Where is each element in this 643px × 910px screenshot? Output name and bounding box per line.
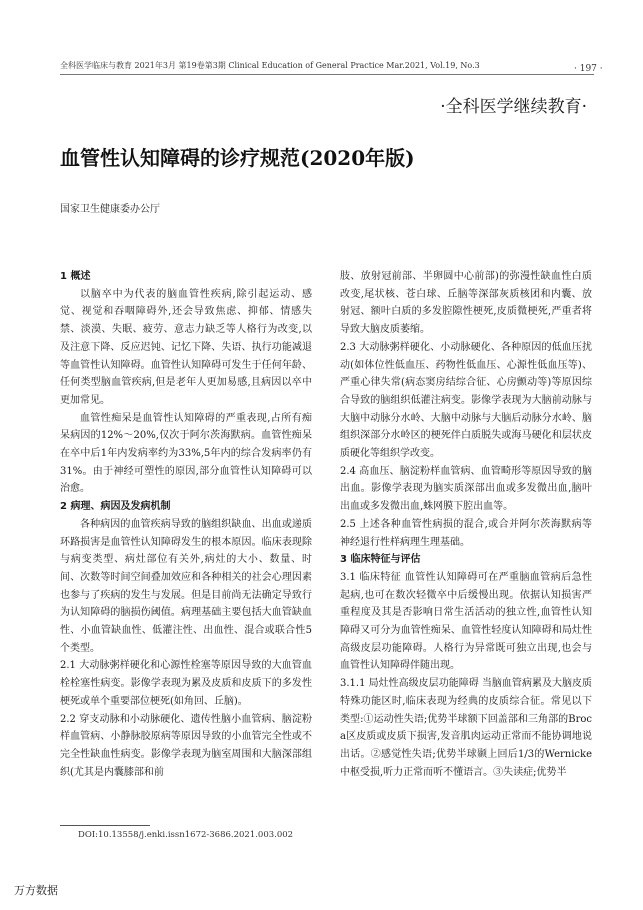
running-head: 全科医学临床与教育 2021年3月 第19卷第3期 Clinical Education of General Practice Mar.2021, Vol.19, No.3	[60, 61, 480, 70]
paragraph: 肢、放射冠前部、半卵圆中心前部)的弥漫性缺血性白质改变,尾状核、苍白球、丘脑等深部灰质核团和内囊、放射冠、额叶白质的多发腔隙性梗死,皮质微梗死,严重者将导致大脑皮质萎缩。	[340, 271, 592, 336]
header-rule	[60, 74, 594, 75]
paragraph: 以脑卒中为代表的脑血管性疾病,除引起运动、感觉、视觉和吞咽障碍外,还会导致焦虑、抑郁、情感失禁、淡漠、失眠、疲劳、意志力缺乏等人格行为改变,以及注意下降、反应迟钝、记忆下降、失语、执行功能减退等血管性认知障碍。血管性认知障碍可发生于任何年龄、任何类型脑血管疾病,但是老年人更加易感,且病因以卒中更加常见。	[60, 288, 312, 406]
numbered-paragraph: 2.5 上述各种血管性病损的混合,或合并阿尔茨海默病等神经退行性样病理生理基础。	[340, 518, 592, 548]
section-heading-3: 3 临床特征与评估	[340, 554, 421, 566]
section-heading-2: 2 病理、病因及发病机制	[60, 501, 171, 513]
article-title: 血管性认知障碍的诊疗规范(2020年版)	[60, 146, 415, 170]
numbered-paragraph: 2.3 大动脉粥样硬化、小动脉硬化、各种原因的低血压扰动(如体位性低血压、药物性低血压、心源性低血压等)、严重心律失常(病态窦房结综合征、心房颤动等)等原因综合导致的脑组织低灌注病变。影像学表现为大脑前动脉与大脑中动脉分水岭、大脑中动脉与大脑后动脉分水岭、脑组织深部分水岭区的梗死伴白质脱失或海马硬化和层状皮质硬化等组织学改变。	[340, 341, 592, 460]
numbered-paragraph: 2.1 大动脉粥样硬化和心源性栓塞等原因导致的大血管血栓栓塞性病变。影像学表现为累及皮质和皮质下的多发性梗死或单个重要部位梗死(如角回、丘脑)。	[60, 660, 312, 707]
article-author: 国家卫生健康委办公厅	[60, 204, 160, 215]
numbered-paragraph: 3.1.1 局灶性高级皮层功能障碍 当脑血管病累及大脑皮质特殊功能区时,临床表现为经典的皮质综合征。常见以下类型:①运动性失语;优势半球额下回盖部和三角部的Broca区皮质或皮质下损害,发音肌肉运动正常而不能协调地说出话。②感觉性失语;优势半球颞上回后1/3的Wernicke中枢受损,听力正常而听不懂语言。③失读症;优势半	[340, 678, 592, 778]
paragraph: 各种病因的血管疾病导致的脑组织缺血、出血或递质环路损害是血管性认知障碍发生的根本原因。临床表现除与病变类型、病灶部位有关外,病灶的大小、数量、时间、次数等时间空间叠加效应和各种相关的社会心理因素也参与了疾病的发生与发展。但是目前尚无法确定导致行为认知障碍的脑损伤阈值。病理基础主要包括大血管缺血性、小血管缺血性、低灌注性、出血性、混合或联合性5个类型。	[60, 518, 312, 654]
numbered-paragraph: 3.1 临床特征 血管性认知障碍可在严重脑血管病后急性起病,也可在数次轻微卒中后缓慢出现。依据认知损害严重程度及其是否影响日常生活活动的独立性,血管性认知障碍又可分为血管性痴呆、血管性轻度认知障碍和局灶性高级皮层功能障碍。人格行为异常既可独立出现,也会与血管性认知障碍伴随出现。	[340, 571, 592, 672]
section-heading-1: 1 概述	[60, 271, 91, 282]
numbered-paragraph: 2.2 穿支动脉和小动脉硬化、遗传性脑小血管病、脑淀粉样血管病、小静脉胶原病等原因导致的小血管完全性或不完全性缺血性病变。影像学表现为脑室周围和大脑深部组织(尤其是内囊膝部和前	[60, 713, 312, 778]
section-heading: ·全科医学继续教育·	[440, 97, 587, 117]
page-number: · 197 ·	[574, 64, 603, 74]
doi-footnote: DOI:10.13558/j.enki.issn1672-3686.2021.003.002	[78, 830, 294, 840]
numbered-paragraph: 2.4 高血压、脑淀粉样血管病、血管畸形等原因导致的脑出血。影像学表现为脑实质深部出血或多发微出血,脑叶出血或多发微出血,蛛网膜下腔出血等。	[340, 465, 592, 513]
body-column-left	[60, 268, 312, 781]
footnote-rule	[60, 825, 150, 826]
body-column-right	[340, 268, 592, 781]
wanfang-logo: 万方数据	[14, 884, 58, 897]
paragraph: 血管性痴呆是血管性认知障碍的严重表现,占所有痴呆病因的12%～20%,仅次于阿尔茨海默病。血管性痴呆在卒中后1年内发病率约为33%,5年内的综合发病率仍有31%。由于神经可塑性的原因,部分血管性认知障碍可以治愈。	[60, 412, 312, 495]
